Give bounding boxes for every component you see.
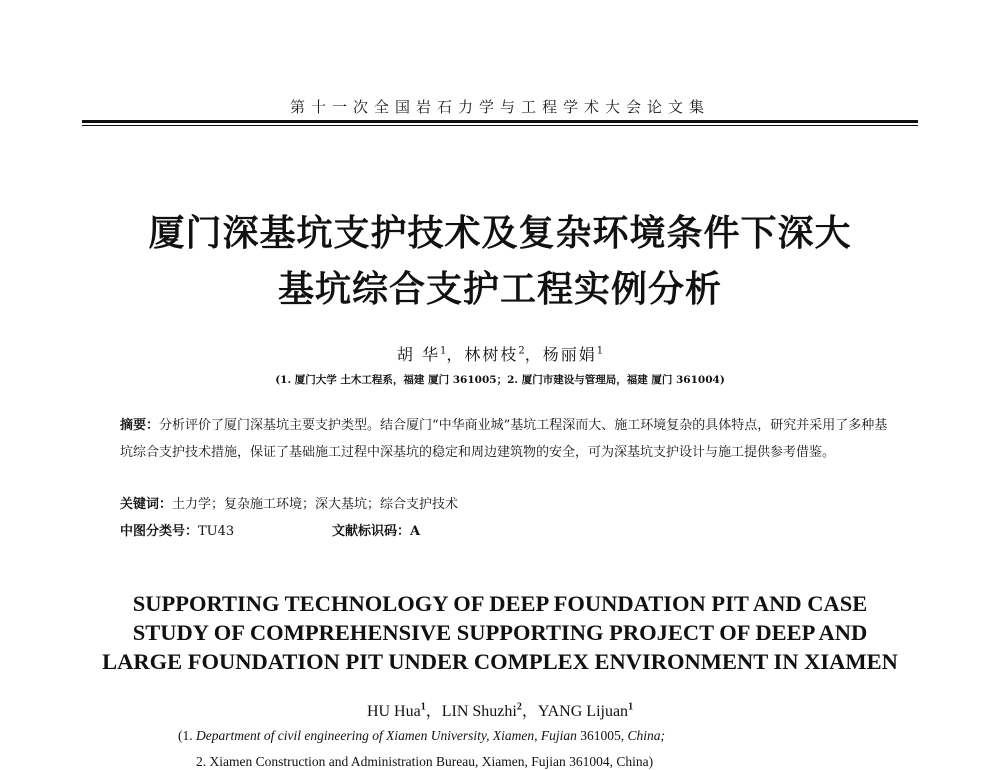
cn-author-2: 林树枝	[464, 345, 519, 364]
header-rule-thick	[82, 120, 918, 123]
doc-code	[332, 520, 420, 539]
en-author-2: LIN Shuzhi	[441, 703, 517, 720]
class-label: 中图分类号：	[120, 524, 199, 539]
en-authors	[0, 698, 1000, 721]
en-author-sep: ，	[425, 703, 442, 720]
cn-title-line-1: 厦门深基坑支护技术及复杂环境条件下深大	[148, 213, 852, 254]
en-affiliation-2: 2. Xiamen Construction and Administration Bureau, Xiamen, Fujian 361004, China)	[196, 754, 654, 769]
class-value: TU43	[198, 524, 235, 539]
header-rule-thin	[82, 125, 918, 126]
cn-keywords	[120, 493, 458, 512]
en-affil-1-italic: Department of civil engineering of Xiamen University, Xiamen, Fujian	[196, 728, 577, 743]
en-author-2-aff: 2	[516, 701, 522, 713]
cn-abstract	[120, 412, 890, 466]
abstract-label: 摘要：	[120, 418, 160, 433]
cn-author-2-aff: 2	[518, 345, 525, 357]
cn-author-3: 杨丽娟	[542, 345, 597, 364]
cn-author-1: 胡 华	[396, 345, 440, 364]
cn-title-line-2: 基坑综合支护工程实例分析	[277, 269, 722, 310]
doc-code-value: A	[410, 524, 421, 539]
en-author-3-aff: 1	[628, 701, 634, 713]
en-affil-1-suffix: 361005,	[580, 728, 625, 743]
en-title-line-3: LARGE FOUNDATION PIT UNDER COMPLEX ENVIRONMENT IN XIAMEN	[102, 649, 898, 674]
keywords-label: 关键词：	[120, 497, 173, 512]
en-author-sep: ，	[521, 703, 538, 720]
cn-author-sep: ，	[524, 345, 543, 364]
en-title-line-2: STUDY OF COMPREHENSIVE SUPPORTING PROJECT OF DEEP AND	[132, 620, 868, 645]
cn-authors	[0, 342, 1000, 365]
cn-author-sep: ，	[446, 345, 465, 364]
cn-author-1-aff: 1	[439, 345, 447, 357]
en-affil-1-country: China;	[627, 728, 666, 743]
en-author-1: HU Hua	[366, 703, 421, 720]
cn-classification	[120, 520, 620, 539]
abstract-text: 分析评价了厦门深基坑主要支护类型。结合厦门“中华商业城”基坑工程深而大、施工环境复杂的具体特点，研究并采用了多种基坑综合支护技术措施，保证了基础施工过程中深基坑的稳定和周边建筑物的安全，可为深基坑支护设计与施工提供参考借鉴。	[120, 418, 888, 460]
en-author-3: YANG Lijuan	[537, 703, 629, 720]
doc-code-label: 文献标识码：	[332, 524, 411, 539]
keywords-text: 土力学；复杂施工环境；深大基坑；综合支护技术	[172, 497, 459, 512]
cn-affiliations: (1. 厦门大学 土木工程系，福建 厦门 361005；2. 厦门市建设与管理局，福建 厦门 361004)	[275, 374, 725, 386]
en-title-line-1: SUPPORTING TECHNOLOGY OF DEEP FOUNDATION PIT AND CASE	[132, 591, 868, 616]
en-affil-1-prefix: (1.	[178, 728, 193, 743]
en-author-1-aff: 1	[420, 701, 426, 713]
running-header: 第十一次全国岩石力学与工程学术大会论文集	[289, 98, 710, 116]
cn-author-3-aff: 1	[596, 345, 604, 357]
en-affiliation-1	[178, 728, 938, 744]
